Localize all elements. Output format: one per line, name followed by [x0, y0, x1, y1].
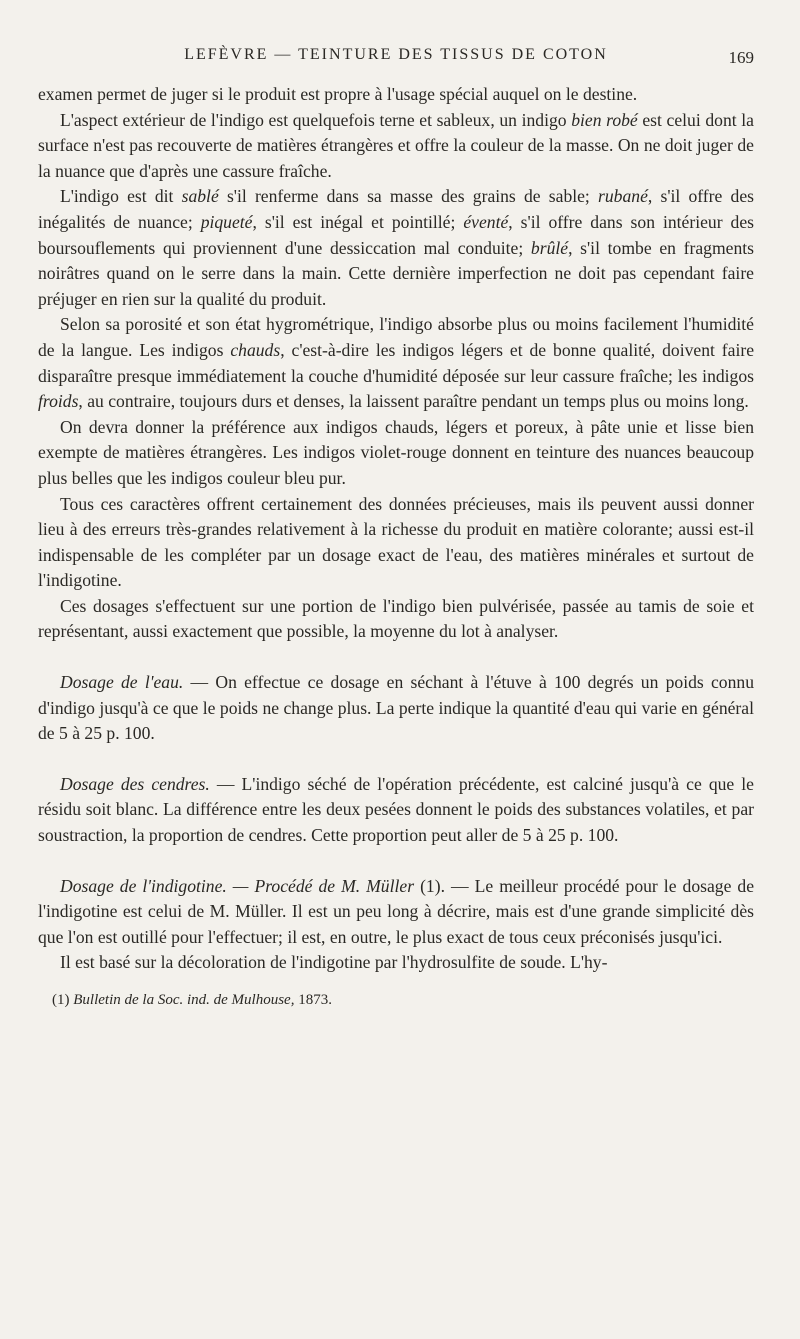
- section-title: Dosage de l'eau.: [60, 672, 184, 693]
- footnote-reference: (1).: [414, 875, 445, 896]
- paragraph-6: [38, 492, 754, 594]
- text-run: , s'il est inégal et pointillé;: [252, 211, 464, 232]
- running-title: LEFÈVRE — TEINTURE DES TISSUS DE COTON: [184, 46, 608, 63]
- paragraph-5: [38, 415, 754, 492]
- paragraph-2: [38, 108, 754, 185]
- italic-term: piqueté: [200, 211, 253, 232]
- italic-term: rubané: [598, 186, 648, 207]
- text-run: Ces dosages s'effectuent sur une portion de l'indigo bien pulvérisée, passée au tamis de soie et représentant, aussi exactement que possible, la moyenne du lot à analyser.: [38, 595, 754, 642]
- text-run: On devra donner la préférence aux indigos chauds, légers et poreux, à pâte unie et lisse bien exempte de matières étrangères. Les indigos violet-rouge donnent en teinture des nuances beaucoup plus belles que les indigos couleur bleu pur.: [38, 416, 754, 488]
- section-dosage-cendres: [38, 772, 754, 849]
- footnote-source: Bulletin de la Soc. ind. de Mulhouse,: [73, 992, 295, 1008]
- text-run: L'aspect extérieur de l'indigo est quelquefois terne et sableux, un indigo: [60, 109, 572, 130]
- running-head: [38, 44, 754, 74]
- paragraph-8: [38, 950, 754, 976]
- italic-term: froids: [38, 391, 79, 412]
- paragraph-3: [38, 184, 754, 312]
- section-gap: [38, 747, 754, 772]
- text-run: , s'il offre dans son intérieur des boursouflements qui proviennent d'une dessiccation mal conduite;: [38, 211, 755, 258]
- text-run: s'il renferme dans sa masse des grains de sable;: [218, 186, 599, 207]
- italic-term: éventé: [463, 211, 509, 232]
- section-dosage-indigotine: [38, 874, 754, 951]
- text-run: L'indigo est dit: [60, 186, 182, 207]
- page: [38, 44, 754, 1010]
- paragraph-7: [38, 594, 754, 645]
- italic-term: bien robé: [571, 109, 638, 130]
- paragraph-1: [38, 82, 754, 108]
- section-gap: [38, 645, 754, 670]
- text-run: — On effectue ce dosage en séchant à l'étuve à 100 degrés un poids connu d'indigo jusqu'à ce que le poids ne change plus. La perte indique la quantité d'eau qui varie en général de 5 à 25 p. 100.: [38, 672, 754, 744]
- section-title: Dosage des cendres.: [60, 773, 210, 794]
- text-run: , s'il tombe en fragments noirâtres quand on le serre dans la main. Cette dernière imperfection ne doit pas cependant faire préjuger en rien sur la qualité du produit.: [38, 237, 754, 309]
- text-run: Il est basé sur la décoloration de l'indigotine par l'hydrosulfite de soude. L'hy-: [60, 952, 608, 973]
- paragraph-4: [38, 312, 754, 414]
- text-run: , s'il offre des inégalités de nuance;: [38, 186, 754, 232]
- text-run: est celui dont la surface n'est pas recouverte de matières étrangères et offre la couleur de la masse. On ne doit juger de la nuance que d'après une cassure fraîche.: [38, 109, 754, 181]
- italic-term: chauds: [230, 339, 281, 360]
- section-dosage-eau: [38, 670, 754, 747]
- text-run: , au contraire, toujours durs et denses, la laissent paraître pendant un temps plus ou moins long.: [78, 391, 749, 412]
- paragraph-1-text: examen permet de juger si le produit est propre à l'usage spécial auquel on le destine.: [38, 84, 638, 104]
- section-gap: [38, 849, 754, 874]
- text-run: — L'indigo séché de l'opération précédente, est calciné jusqu'à ce que le résidu soit blanc. La différence entre les deux pesées donnent le poids des substances volatiles, et par soustraction, la proportion de cendres. Cette proportion peut aller de 5 à 25 p. 100.: [38, 773, 754, 846]
- text-run: Tous ces caractères offrent certainement des données précieuses, mais ils peuvent aussi donner lieu à des erreurs très-grandes relativement à la richesse du produit en matière colorante; aussi est-il indispensable de les compléter par un dosage exact de l'eau, des matières minérales et surtout de l'indigotine.: [38, 493, 754, 591]
- section-title: Dosage de l'indigotine. — Procédé de M. Müller: [60, 875, 415, 896]
- italic-term: brûlé: [530, 237, 569, 258]
- text-run: — Le meilleur procédé pour le dosage de l'indigotine est celui de M. Müller. Il est un peu long à décrire, mais est d'une grande simplicité dès que l'on est outillé pour l'effectuer; il est, en outre, le plus exact de tous ceux préconisés jusqu'ici.: [38, 875, 754, 947]
- footnote: [38, 990, 754, 1010]
- text-run: Selon sa porosité et son état hygrométrique, l'indigo absorbe plus ou moins facilement l'humidité de la langue. Les indigos: [38, 314, 754, 360]
- footnote-year: 1873.: [294, 992, 332, 1008]
- body-text: [38, 82, 754, 976]
- page-number: 169: [728, 48, 754, 67]
- text-run: , c'est-à-dire les indigos légers et de bonne qualité, doivent faire disparaître presque immédiatement la couche d'humidité déposée sur leur cassure fraîche; les indigos: [38, 339, 755, 386]
- italic-term: sablé: [181, 186, 219, 207]
- footnote-marker: (1): [52, 992, 74, 1008]
